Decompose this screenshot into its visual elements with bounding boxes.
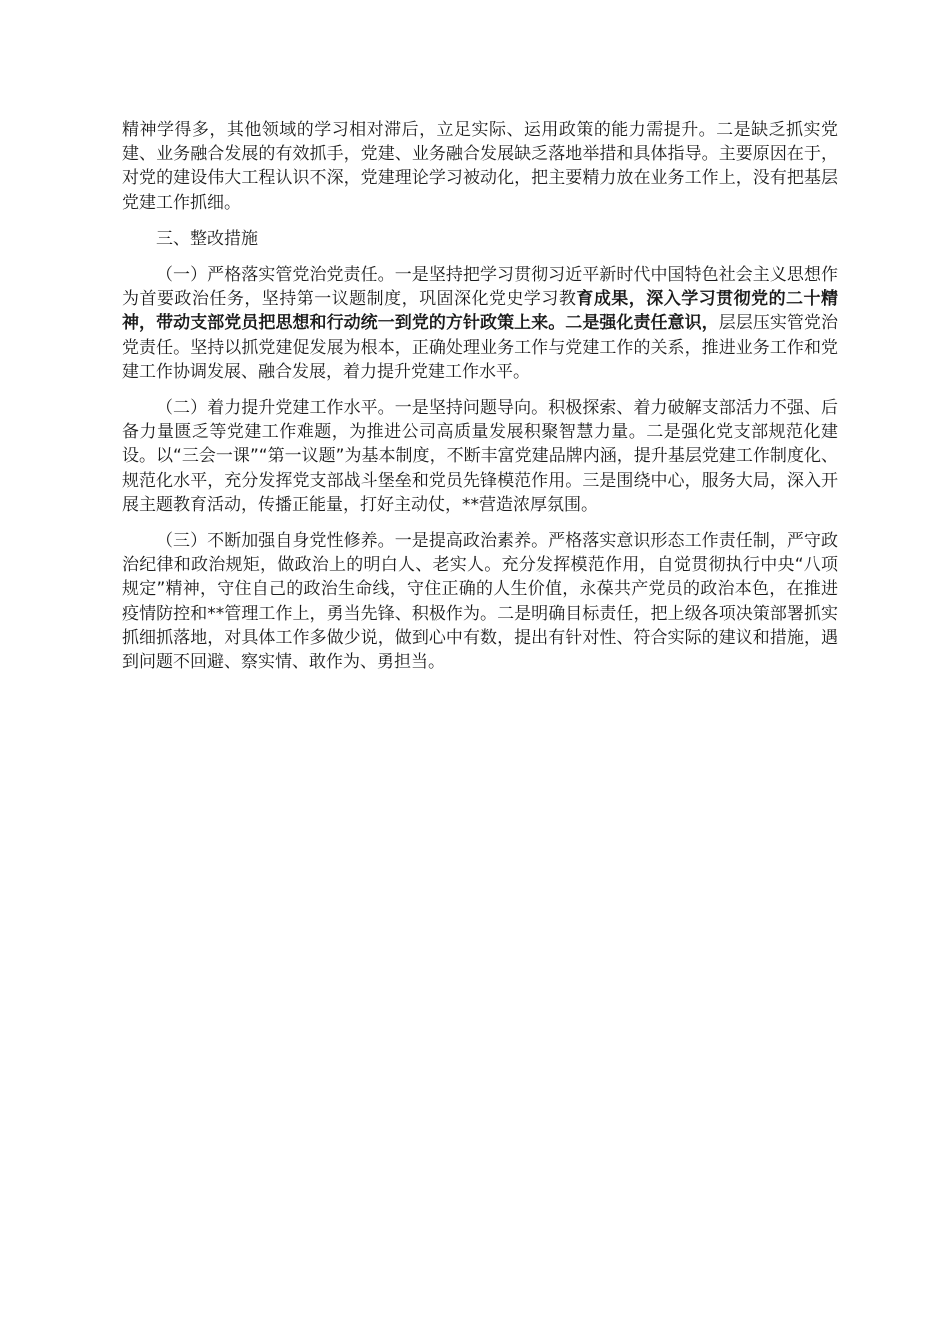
measure-1-text-c: 层层压实管党治党责任。坚持以抓党建促发展为根本，正确处理业务工作与党建工作的关系，推进业务工作和党建工作协调发展、融合发展，着力提升党建工作水平。: [122, 313, 839, 382]
section-heading-rectification-measures: 三、整改措施: [156, 228, 258, 249]
paragraph-measure-2: （二）着力提升党建工作水平。一是坚持问题导向。积极探索、着力破解支部活力不强、后备力量匮乏等党建工作难题，为推进公司高质量发展积聚智慧力量。二是强化党支部规范化建设。以“三会一课”“第一议题”为基本制度，不断丰富党建品牌内涵，提升基层党建工作制度化、规范化水平，充分发挥党支部战斗堡垒和党员先锋模范作用。三是围绕中心，服务大局，深入开展主题教育活动，传播正能量，打好主动仗，**营造浓厚氛围。: [122, 398, 838, 515]
document-body: [122, 118, 838, 686]
paragraph-measure-3: （三）不断加强自身党性修养。一是提高政治素养。严格落实意识形态工作责任制，严守政治纪律和政治规矩，做政治上的明白人、老实人。充分发挥模范作用，自觉贯彻执行中央“八项规定”精神，守住自己的政治生命线，守住正确的人生价值，永葆共产党员的政治本色，在推进疫情防控和**管理工作上，勇当先锋、积极作为。二是明确目标责任，把上级各项决策部署抓实抓细抓落地，对具体工作多做少说，做到心中有数，提出有针对性、符合实际的建议和措施，遇到问题不回避、察实情、敢作为、勇担当。: [122, 531, 838, 673]
paragraph-continuation: 精神学得多，其他领域的学习相对滞后，立足实际、运用政策的能力需提升。二是缺乏抓实党建、业务融合发展的有效抓手，党建、业务融合发展缺乏落地举措和具体指导。主要原因在于，对党的建设伟大工程认识不深，党建理论学习被动化，把主要精力放在业务工作上，没有把基层党建工作抓细。: [122, 120, 838, 213]
paragraph-measure-1: [122, 263, 838, 384]
measure-1-text-bold: 育成果，深入学习贯彻党的二十精神，带动支部党员把思想和行动统一到党的方针政策上来。二是强化责任意识，: [122, 289, 839, 334]
measure-1-text-a: （一）严格落实管党治党责任。一是坚持把学习贯彻习近平新时代中国特色社会主义思想作为首要政治任务，坚持第一议题制度，巩固深化党史学习教: [122, 265, 838, 310]
